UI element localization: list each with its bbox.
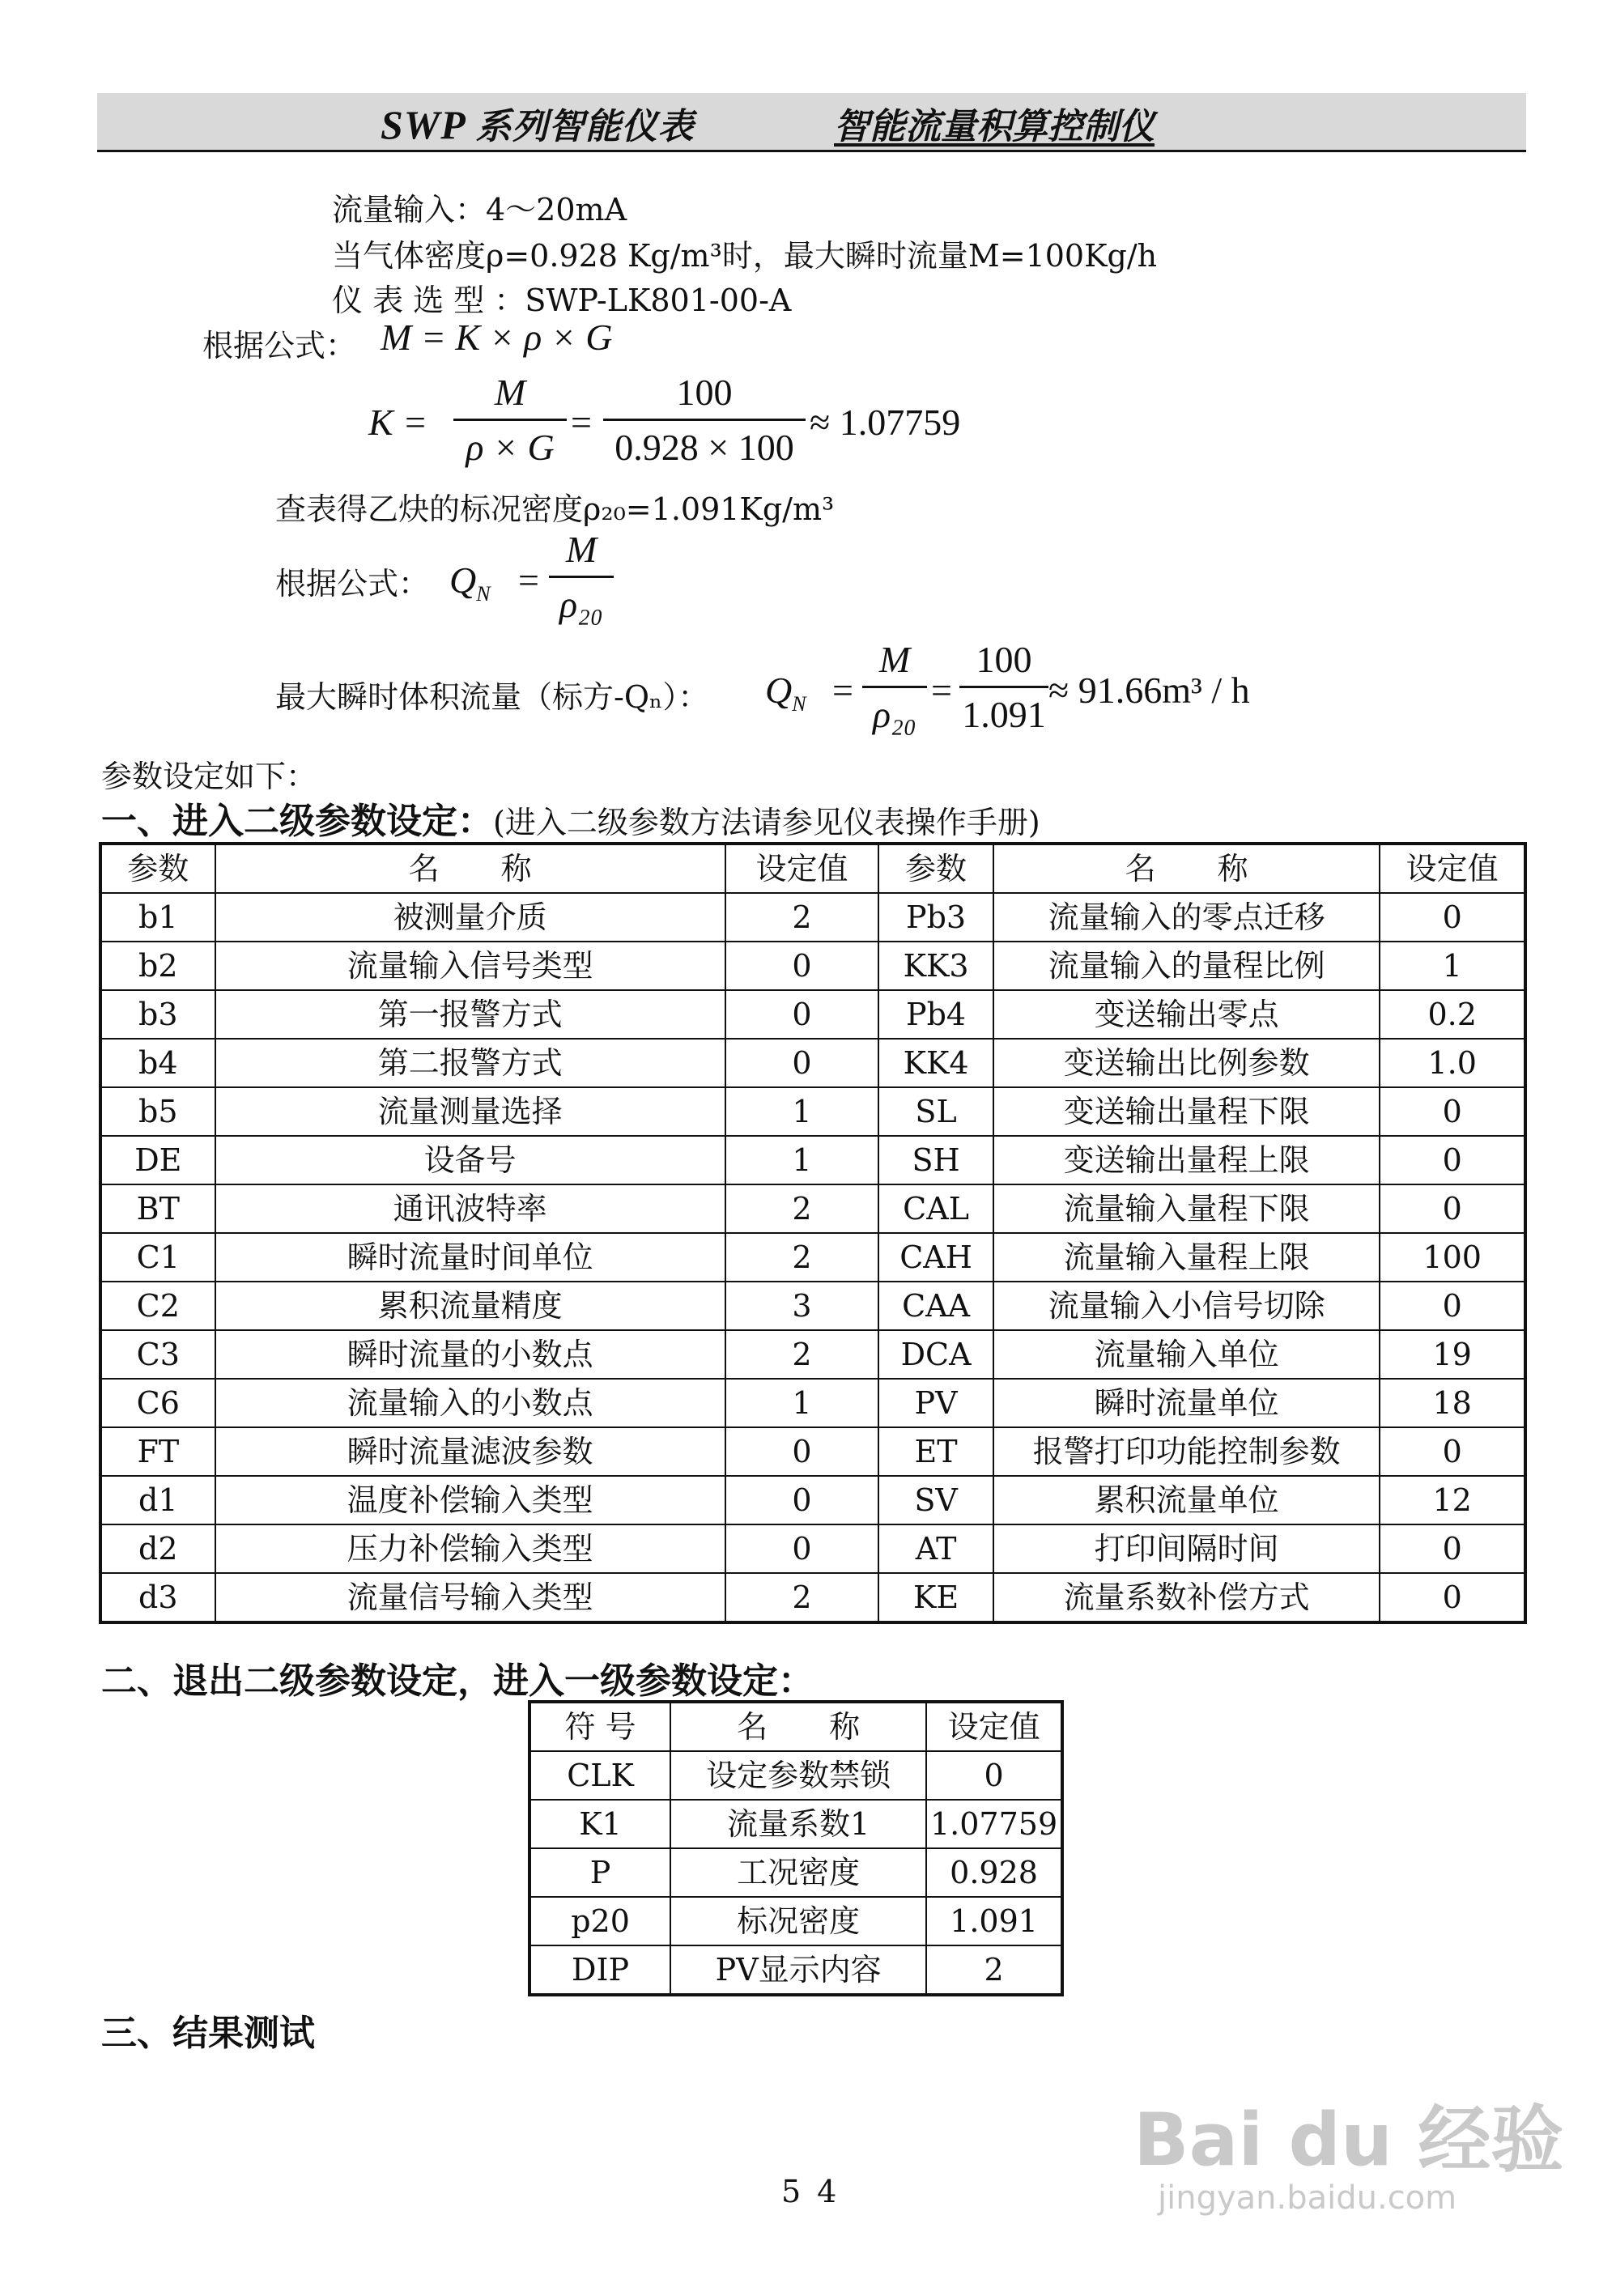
qn-symbol: Q: [449, 559, 477, 601]
table-cell: SL: [878, 1087, 993, 1136]
max-num-2: 100: [976, 639, 1032, 680]
qn-fraction: [549, 528, 614, 626]
k-num-2: 100: [676, 372, 733, 413]
table-cell: CAH: [878, 1233, 993, 1282]
table-cell: SH: [878, 1136, 993, 1184]
table1-row: [100, 1039, 1525, 1087]
table-cell: 工况密度: [670, 1848, 926, 1897]
watermark: [1133, 2081, 1563, 2217]
table2-header-row: [529, 1702, 1062, 1751]
k-eq: =: [571, 402, 592, 443]
table-cell: 0.2: [1380, 990, 1525, 1039]
table-cell: 1: [725, 1087, 879, 1136]
k-num-1: M: [494, 372, 526, 413]
table-cell: CAA: [878, 1282, 993, 1330]
table-cell: 0: [725, 1427, 879, 1476]
max-den-1: ρ₂₀: [872, 694, 917, 735]
table-cell: 0: [1380, 1087, 1525, 1136]
qn-eq: =: [518, 559, 539, 601]
formula-main: M = K × ρ × G: [381, 317, 613, 358]
max-label: 最大瞬时体积流量（标方-Qₙ）：: [275, 679, 709, 715]
section1-heading: [101, 792, 1040, 844]
table-cell: 1: [1380, 942, 1525, 990]
max-qn-symbol: Q: [765, 670, 793, 711]
formula-label: 根据公式：: [202, 328, 357, 364]
table-cell: 打印间隔时间: [993, 1524, 1380, 1573]
column-header: 设定值: [725, 844, 879, 893]
column-header: 设定值: [1380, 844, 1525, 893]
table-cell: 流量输入的量程比例: [993, 942, 1380, 990]
table-cell: d3: [100, 1573, 215, 1622]
intro-line-2: 当气体密度ρ=0.928 Kg/m³时，最大瞬时流量M=100Kg/h: [332, 238, 1158, 274]
table-cell: 流量输入单位: [993, 1330, 1380, 1379]
table-cell: 流量输入量程上限: [993, 1233, 1380, 1282]
max-num-1: M: [878, 639, 911, 680]
table-cell: ET: [878, 1427, 993, 1476]
table-cell: 2: [725, 1233, 879, 1282]
k-den-2: 0.928 × 100: [615, 427, 794, 468]
table1-header-row: [100, 844, 1525, 893]
table1-row: [100, 942, 1525, 990]
max-eq-2: =: [931, 670, 952, 711]
table-cell: 0.928: [926, 1848, 1062, 1897]
table-cell: 100: [1380, 1233, 1525, 1282]
table-cell: b2: [100, 942, 215, 990]
qn-lhs: [449, 559, 491, 606]
table-cell: AT: [878, 1524, 993, 1573]
section1-note: (进入二级参数方法请参见仪表操作手册): [493, 805, 1040, 840]
header-band: [97, 93, 1526, 152]
intro-line-1: 流量输入：4～20mA: [332, 192, 627, 227]
table-cell: 0: [725, 1039, 879, 1087]
table-cell: 被测量介质: [215, 893, 725, 942]
k-fraction-2: [603, 371, 806, 469]
table-cell: 第二报警方式: [215, 1039, 725, 1087]
table-cell: DE: [100, 1136, 215, 1184]
table-cell: 标况密度: [670, 1897, 926, 1945]
table-cell: b4: [100, 1039, 215, 1087]
max-fraction-1: [862, 638, 927, 736]
watermark-url: jingyan.baidu.com: [1158, 2179, 1457, 2217]
max-eq-1: =: [832, 670, 853, 711]
table-cell: KK4: [878, 1039, 993, 1087]
header-product: 智能流量积算控制仪: [834, 106, 1155, 147]
table-cell: b5: [100, 1087, 215, 1136]
table-cell: 瞬时流量滤波参数: [215, 1427, 725, 1476]
table-cell: 流量输入的小数点: [215, 1379, 725, 1427]
formula2-label: 根据公式：: [275, 566, 430, 602]
table1-row: [100, 990, 1525, 1039]
table-cell: 0: [1380, 1573, 1525, 1622]
table-cell: CAL: [878, 1184, 993, 1233]
table-cell: PV: [878, 1379, 993, 1427]
column-header: 名 称: [993, 844, 1380, 893]
table1-row: [100, 1184, 1525, 1233]
table-cell: b3: [100, 990, 215, 1039]
level1-params-table: [528, 1700, 1064, 1996]
table-cell: 2: [725, 1330, 879, 1379]
lookup-line: 查表得乙炔的标况密度ρ₂₀=1.091Kg/m³: [275, 491, 835, 527]
table-cell: 1.07759: [926, 1800, 1062, 1848]
table-cell: 变送输出比例参数: [993, 1039, 1380, 1087]
table-cell: 压力补偿输入类型: [215, 1524, 725, 1573]
table2-row: [529, 1848, 1062, 1897]
table-cell: 0: [1380, 1524, 1525, 1573]
header-series: 系列智能仪表: [475, 107, 695, 147]
table-cell: 0: [725, 1524, 879, 1573]
table-cell: 流量输入的零点迁移: [993, 893, 1380, 942]
table1-row: [100, 1330, 1525, 1379]
table-cell: 0: [725, 990, 879, 1039]
table-cell: 1.0: [1380, 1039, 1525, 1087]
table-cell: 18: [1380, 1379, 1525, 1427]
table-cell: 变送输出量程下限: [993, 1087, 1380, 1136]
table-cell: CLK: [529, 1751, 670, 1800]
table-cell: BT: [100, 1184, 215, 1233]
table1-body: [100, 893, 1525, 1622]
table-cell: 1.091: [926, 1897, 1062, 1945]
table1-row: [100, 893, 1525, 942]
table-cell: 流量输入量程下限: [993, 1184, 1380, 1233]
table-cell: 0: [725, 1476, 879, 1524]
max-result: ≈ 91.66m³ / h: [1048, 670, 1250, 711]
qn-subscript: N: [476, 582, 491, 606]
section3-title: 三、结果测试: [101, 2013, 315, 2054]
section1-title: 一、进入二级参数设定：: [101, 801, 493, 842]
table-cell: 流量输入信号类型: [215, 942, 725, 990]
table-cell: 2: [725, 893, 879, 942]
level2-params-table: [99, 842, 1527, 1624]
column-header: 参数: [878, 844, 993, 893]
table-cell: 0: [1380, 1282, 1525, 1330]
table-cell: 流量系数1: [670, 1800, 926, 1848]
header-brand: SWP: [381, 102, 465, 147]
table-cell: Pb3: [878, 893, 993, 942]
table1-row: [100, 1573, 1525, 1622]
table1-row: [100, 1087, 1525, 1136]
table-cell: C6: [100, 1379, 215, 1427]
table-cell: b1: [100, 893, 215, 942]
table1-row: [100, 1524, 1525, 1573]
max-fraction-2: [959, 638, 1048, 736]
table-cell: 通讯波特率: [215, 1184, 725, 1233]
table-cell: 流量系数补偿方式: [993, 1573, 1380, 1622]
k-fraction-1: [453, 371, 567, 469]
table1-row: [100, 1379, 1525, 1427]
table-cell: DIP: [529, 1945, 670, 1995]
table-cell: SV: [878, 1476, 993, 1524]
column-header: 设定值: [926, 1702, 1062, 1751]
k-den-1: ρ × G: [466, 427, 555, 468]
column-header: 名 称: [670, 1702, 926, 1751]
table-cell: 变送输出零点: [993, 990, 1380, 1039]
table-cell: 流量输入小信号切除: [993, 1282, 1380, 1330]
table-cell: C1: [100, 1233, 215, 1282]
table2-body: [529, 1751, 1062, 1995]
table-cell: 流量测量选择: [215, 1087, 725, 1136]
table-cell: 瞬时流量单位: [993, 1379, 1380, 1427]
table-cell: 第一报警方式: [215, 990, 725, 1039]
table-cell: 2: [926, 1945, 1062, 1995]
k-lhs: K =: [368, 402, 428, 443]
table-cell: 报警打印功能控制参数: [993, 1427, 1380, 1476]
table-cell: 0: [1380, 1136, 1525, 1184]
max-den-2: 1.091: [962, 694, 1046, 735]
table1-row: [100, 1233, 1525, 1282]
qn-den: ρ₂₀: [559, 584, 604, 625]
table-cell: 设定参数禁锁: [670, 1751, 926, 1800]
table2-row: [529, 1751, 1062, 1800]
section2-title: 二、退出二级参数设定，进入一级参数设定：: [101, 1660, 814, 1702]
table-cell: Pb4: [878, 990, 993, 1039]
table-cell: 瞬时流量的小数点: [215, 1330, 725, 1379]
table-cell: P: [529, 1848, 670, 1897]
table-cell: 2: [725, 1184, 879, 1233]
table1-row: [100, 1282, 1525, 1330]
table2-row: [529, 1800, 1062, 1848]
table2-row: [529, 1945, 1062, 1995]
max-qn-lhs: [765, 669, 806, 716]
table-cell: FT: [100, 1427, 215, 1476]
table-cell: 0: [1380, 893, 1525, 942]
table-cell: d2: [100, 1524, 215, 1573]
table-cell: DCA: [878, 1330, 993, 1379]
table-cell: 0: [1380, 1427, 1525, 1476]
table-cell: 1: [725, 1136, 879, 1184]
table1-row: [100, 1427, 1525, 1476]
table-cell: 变送输出量程上限: [993, 1136, 1380, 1184]
table1-row: [100, 1476, 1525, 1524]
params-intro: 参数设定如下：: [101, 759, 317, 794]
column-header: 符 号: [529, 1702, 670, 1751]
column-header: 名 称: [215, 844, 725, 893]
table-cell: C2: [100, 1282, 215, 1330]
table-cell: 19: [1380, 1330, 1525, 1379]
table-cell: p20: [529, 1897, 670, 1945]
table-cell: KE: [878, 1573, 993, 1622]
table-cell: d1: [100, 1476, 215, 1524]
header-title: [381, 97, 694, 149]
table-cell: 设备号: [215, 1136, 725, 1184]
page-number: 54: [781, 2174, 853, 2209]
column-header: 参数: [100, 844, 215, 893]
table-cell: PV显示内容: [670, 1945, 926, 1995]
table-cell: 2: [725, 1573, 879, 1622]
intro-line-3: 仪 表 选 型 ：SWP-LK801-00-A: [332, 283, 792, 318]
max-qn-subscript: N: [792, 692, 806, 716]
table1-row: [100, 1136, 1525, 1184]
table-cell: 累积流量单位: [993, 1476, 1380, 1524]
table-cell: 0: [1380, 1184, 1525, 1233]
table-cell: 温度补偿输入类型: [215, 1476, 725, 1524]
table-cell: 累积流量精度: [215, 1282, 725, 1330]
table-cell: KK3: [878, 942, 993, 990]
table-cell: 0: [725, 942, 879, 990]
table-cell: 流量信号输入类型: [215, 1573, 725, 1622]
table-cell: 3: [725, 1282, 879, 1330]
table-cell: C3: [100, 1330, 215, 1379]
table-cell: 0: [926, 1751, 1062, 1800]
table-cell: K1: [529, 1800, 670, 1848]
qn-num: M: [565, 529, 597, 570]
table-cell: 12: [1380, 1476, 1525, 1524]
table2-row: [529, 1897, 1062, 1945]
table-cell: 1: [725, 1379, 879, 1427]
k-result: ≈ 1.07759: [810, 402, 961, 443]
watermark-brand: Bai du 经验: [1133, 2098, 1564, 2183]
table-cell: 瞬时流量时间单位: [215, 1233, 725, 1282]
